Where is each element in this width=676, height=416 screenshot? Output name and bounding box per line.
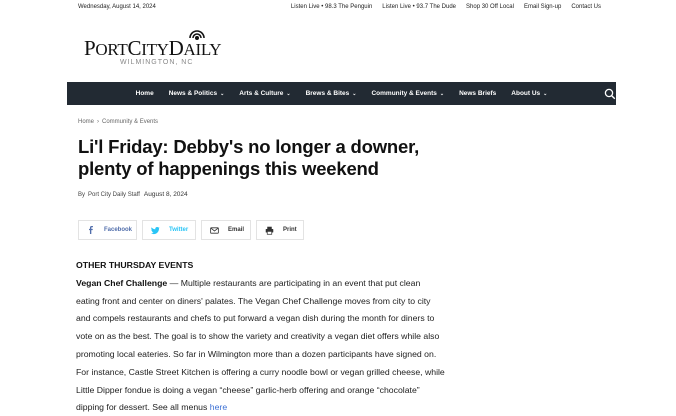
publish-date: August 8, 2024	[143, 191, 188, 198]
share-facebook-label: Facebook	[104, 227, 133, 233]
top-links	[291, 4, 601, 10]
article-title: Li'l Friday: Debby's no longer a downer, plenty of happenings this weekend	[78, 136, 420, 179]
top-bar	[0, 0, 676, 16]
paragraph-lead: Vegan Chef Challenge	[76, 277, 168, 288]
twitter-icon	[151, 225, 160, 235]
site-logo[interactable]	[84, 26, 244, 72]
article-paragraph	[76, 275, 446, 416]
breadcrumb	[78, 119, 158, 125]
chevron-down-icon: ⌄	[439, 91, 445, 97]
nav-item-community-events[interactable]	[364, 90, 452, 97]
nav-item-label: About Us	[511, 90, 541, 97]
share-facebook-button[interactable]	[78, 220, 137, 240]
logo-subtitle: WILMINGTON, NC	[120, 59, 194, 66]
share-email-button[interactable]	[201, 220, 251, 240]
nav-item-label: Brews & Bites	[305, 90, 350, 97]
chevron-down-icon: ⌄	[220, 91, 225, 97]
top-link-email-signup[interactable]: Email Sign-up	[523, 4, 562, 10]
share-print-button[interactable]	[256, 220, 304, 240]
breadcrumb-home[interactable]: Home	[78, 119, 95, 125]
top-link-listen-penguin[interactable]: Listen Live • 98.3 The Penguin	[290, 4, 373, 10]
chevron-down-icon: ⌄	[352, 91, 357, 97]
nav-item-brews-bites[interactable]	[298, 90, 364, 97]
facebook-icon	[87, 225, 95, 235]
chevron-down-icon: ⌄	[286, 91, 291, 97]
nav-item-about-us[interactable]	[504, 90, 555, 97]
share-print-label: Print	[283, 227, 297, 233]
share-twitter-label: Twitter	[169, 227, 189, 233]
top-link-contact[interactable]: Contact Us	[571, 4, 601, 10]
current-date: Wednesday, August 14, 2024	[78, 4, 156, 10]
nav-item-news-politics[interactable]	[161, 90, 232, 97]
nav-item-label: Arts & Culture	[239, 90, 284, 97]
nav-item-label: Community & Events	[371, 90, 437, 97]
section-heading: OTHER THURSDAY EVENTS	[76, 260, 194, 270]
nav-item-home[interactable]	[128, 90, 161, 97]
main-nav	[67, 82, 616, 105]
email-icon	[210, 225, 219, 235]
nav-item-label: Home	[135, 90, 154, 97]
byline-prefix: By	[78, 192, 86, 198]
breadcrumb-current[interactable]: Community & Events	[102, 119, 159, 125]
share-email-label: Email	[228, 227, 245, 233]
search-icon[interactable]	[604, 88, 616, 100]
top-link-shop[interactable]: Shop 30 Off Local	[466, 4, 514, 10]
author-link[interactable]: Port City Daily Staff	[88, 192, 140, 198]
menus-link[interactable]: here	[209, 402, 228, 413]
share-twitter-button[interactable]	[142, 220, 196, 240]
nav-item-news-briefs[interactable]	[452, 90, 504, 97]
logo-wordmark: PORTCITYDAILY	[84, 36, 222, 60]
breadcrumb-separator: ›	[97, 119, 100, 125]
print-icon	[265, 225, 274, 235]
paragraph-text: — Multiple restaurants are participating in an event that put clean eating front and center on diners' palates. The Vegan Chef Challenge moves from city to city and compels restaurants and chefs to put forward a vegan dish during the month for diners to vote on as the best. The goal is to show the variety and creativity a vegan diet offers while also promoting local eateries. So far in Wilmington more than a dozen participants have signed on. For instance, Castle Street Kitchen is offering a curry noodle bowl or vegan grilled cheese, while Little Dipper fondue is doing a vegan “cheese” garlic-herb offering and orange “chocolate” dipping for dessert. See all menus	[76, 277, 445, 413]
nav-item-arts-culture[interactable]	[232, 90, 298, 97]
share-buttons	[78, 220, 304, 240]
chevron-down-icon: ⌄	[543, 91, 548, 97]
article-body	[76, 257, 446, 416]
nav-item-label: News & Politics	[168, 90, 218, 97]
top-link-listen-dude[interactable]: Listen Live • 93.7 The Dude	[382, 4, 457, 10]
byline	[78, 191, 188, 198]
nav-item-label: News Briefs	[459, 90, 497, 97]
